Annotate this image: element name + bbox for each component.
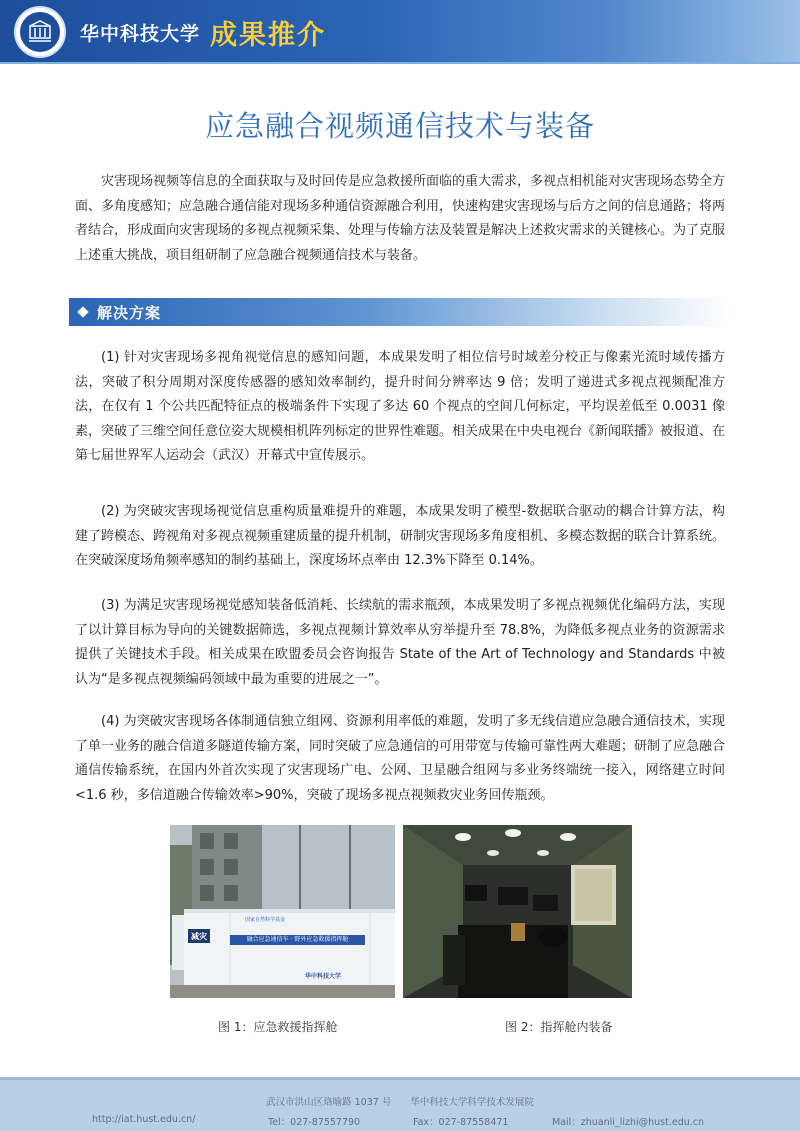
command-container-illustration [170, 825, 395, 998]
container-banner-text: 融合应急通信车 · 野外应急救援指挥舱 [246, 936, 349, 943]
page-title: 应急融合视频通信技术与装备 [204, 109, 595, 143]
solution-paragraph-4: (4) 为突破灾害现场各体制通信独立组网、资源利用率低的难题，发明了多无线信道应急融合通信技术，实现了单一业务的融合信道多隧道传输方案，同时突破了应急通信的可用带宽与传输可靠性两大难题；研制了应急融合通信传输系统，在国内外首次实现了灾害现场广电、公网、卫星融合组网与多业务终端统一接入，网络建立时间<1.6 秒，多信道融合传输效率>90%，突破了现场多视点视频救灾业务回传瓶颈。 [75, 714, 726, 803]
brand-title: 成果推介 [210, 20, 326, 51]
figure-2-caption: 图 2：指挥舱内装备 [505, 1020, 613, 1034]
footer-website-link[interactable]: http://iat.hust.edu.cn/ [92, 1114, 196, 1125]
figure-2-photo [403, 825, 632, 998]
cabin-interior-illustration [403, 825, 632, 998]
section-header [69, 298, 731, 326]
diamond-bullet-icon [77, 306, 88, 317]
footer-email-link[interactable]: Mail：zhuanli_lizhi@hust.edu.cn [552, 1117, 705, 1128]
container-top-text: 国家自然科学基金 [245, 917, 286, 923]
university-logo [14, 6, 66, 58]
container-logo-text: 减灾 [191, 932, 207, 941]
solution-paragraph-3: (3) 为满足灾害现场视觉感知装备低消耗、长续航的需求瓶颈，本成果发明了多视点视频优化编码方法，实现了以计算目标为导向的关键数据筛选，多视点视频计算效率从穷举提升至 78.8%，为降低多视点业务的资源需求提供了关键技术手段。相关成果在欧盟委员会咨询报告 State of the Art of Technology and Standards 中被认为“是多视点视频编码领域中最为重要的进展之一”。 [75, 598, 725, 687]
header-divider [0, 62, 800, 64]
figure-1-photo [170, 825, 395, 998]
section-title: 解决方案 [97, 303, 162, 322]
footer-address: 武汉市洪山区珞喻路 1037 号 华中科技大学科学技术发展院 [266, 1097, 534, 1108]
school-name: 华中科技大学 [80, 23, 201, 45]
container-school-text: 华中科技大学 [305, 973, 342, 980]
figure-1-caption: 图 1：应急救援指挥舱 [218, 1020, 338, 1034]
solution-paragraph-1: (1) 针对灾害现场多视角视觉信息的感知问题，本成果发明了相位信号时域差分校正与像素光流时域传播方法，突破了积分周期对深度传感器的感知效率制约，提升时间分辨率达 9 倍；发明了递进式多视点视频配准方法，在仅有 1 个公共匹配特征点的极端条件下实现了多达 60 个视点的空间几何标定，平均误差低至 0.0031 像素，突破了三维空间任意位姿大规模相机阵列标定的世界性难题。相关成果在中央电视台《新闻联播》被报道、在第七届世界军人运动会（武汉）开幕式中宣传展示。 [75, 350, 726, 463]
footer-phone: Tel：027-87557790 [268, 1117, 361, 1128]
page-header [0, 0, 800, 64]
intro-paragraph: 灾害现场视频等信息的全面获取与及时回传是应急救援所面临的重大需求，多视点相机能对灾害现场态势全方面、多角度感知；应急融合通信能对现场多种通信资源融合利用，快速构建灾害现场与后方之间的信息通路；将两者结合，形成面向灾害现场的多视点视频采集、处理与传输方法及装置是解决上述救灾需求的关键核心。为了克服上述重大挑战，项目组研制了应急融合视频通信技术与装备。 [75, 174, 726, 263]
solution-paragraph-2: (2) 为突破灾害现场视觉信息重构质量难提升的难题，本成果发明了模型-数据联合驱动的耦合计算方法，构建了跨模态、跨视角对多视点视频重建质量的提升机制，研制灾害现场多角度相机、多模态数据的联合计算系统。在突破深度场角频率感知的制约基础上，深度场坏点率由 12.3%下降至 0.14%。 [75, 504, 726, 568]
footer-fax: Fax：027-87558471 [413, 1117, 509, 1128]
emblem-icon [25, 17, 55, 47]
